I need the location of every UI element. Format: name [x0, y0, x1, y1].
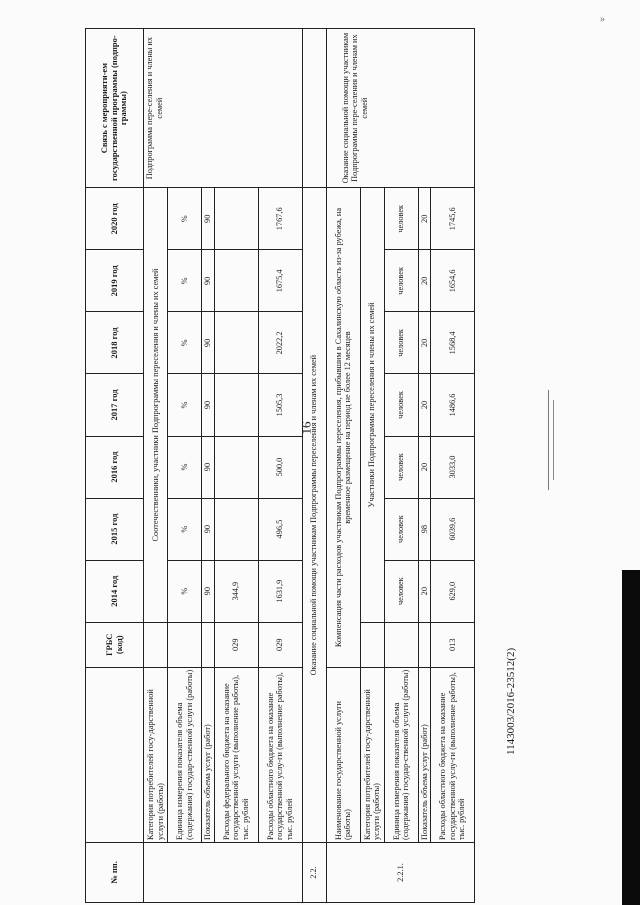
header-2018: 2018 год: [86, 312, 144, 374]
cell-value: 500,0: [258, 436, 302, 498]
row-label: Единица измерения показателя объема (содержания) государ-ственной услуги (работы): [168, 667, 202, 842]
cell-empty: [418, 622, 431, 667]
header-2019: 2019 год: [86, 250, 144, 312]
cell-empty: [168, 622, 202, 667]
cell-grbs: 029: [214, 622, 258, 667]
cell-value: 1486,6: [431, 374, 475, 436]
cell-value: человек: [384, 374, 418, 436]
scan-edge-shadow: [622, 570, 640, 905]
header-2015: 2015 год: [86, 498, 144, 560]
cell-value: человек: [384, 498, 418, 560]
cell-value: 1675,4: [258, 250, 302, 312]
cell-value: %: [168, 436, 202, 498]
row-section-2-2: [302, 29, 326, 903]
cell-grbs: 013: [431, 622, 475, 667]
cell-value: 6039,6: [431, 498, 475, 560]
cell-value: 20: [418, 374, 431, 436]
cell-value: [214, 498, 258, 560]
cell-value: %: [168, 560, 202, 622]
header-num: № пп.: [86, 842, 144, 902]
service-name-span: Компенсация части расходов участникам Подпрограммы переселения, прибывшим в Сахалинскую область из-за рубежа, на временное размещение на период не более 12 месяцев: [326, 188, 360, 667]
cell-value: 1767,6: [258, 188, 302, 250]
cell-value: 1654,6: [431, 250, 475, 312]
header-grbs: ГРБС (код): [86, 622, 144, 667]
row-label: Показатель объема услуг (работ): [202, 667, 215, 842]
cell-value: 98: [418, 498, 431, 560]
cell-value: 3033,0: [431, 436, 475, 498]
section-title: Оказание социальной помощи участникам Подпрограммы переселения и членам их семей: [302, 188, 326, 843]
cell-value: [214, 374, 258, 436]
cell-value: 90: [202, 250, 215, 312]
cell-empty: [144, 622, 168, 667]
cell-value: 90: [202, 560, 215, 622]
header-2016: 2016 год: [86, 436, 144, 498]
cell-value: 90: [202, 312, 215, 374]
cell-value: %: [168, 188, 202, 250]
cell-value: 2022,2: [258, 312, 302, 374]
document-code: 1143003/2016-23512(2): [505, 647, 517, 755]
cell-value: 20: [418, 250, 431, 312]
link-cell: Подпрограмма пере-селения и члены их семей: [144, 29, 303, 188]
cell-empty: [302, 29, 326, 188]
category-span: Соотечественники, участники Подпрограммы переселения и члены их семей: [144, 188, 168, 622]
cell-grbs: 029: [258, 622, 302, 667]
cell-value: [214, 250, 258, 312]
cell-value: %: [168, 498, 202, 560]
cell-value: 20: [418, 312, 431, 374]
cell-value: [214, 188, 258, 250]
cell-value: [214, 312, 258, 374]
cell-value: 1505,3: [258, 374, 302, 436]
cell-value: 1745,6: [431, 188, 475, 250]
cell-empty: [144, 842, 303, 902]
cell-value: человек: [384, 436, 418, 498]
header-2014: 2014 год: [86, 560, 144, 622]
cell-value: %: [168, 312, 202, 374]
row-label: Показатель объема услуг (работ): [418, 667, 431, 842]
cell-empty: [384, 622, 418, 667]
page-number: 16: [298, 421, 314, 435]
cell-value: %: [168, 250, 202, 312]
cell-value: человек: [384, 188, 418, 250]
cell-value: 20: [418, 436, 431, 498]
cell-value: 20: [418, 560, 431, 622]
cell-value: 1568,4: [431, 312, 475, 374]
program-table: [85, 28, 475, 903]
header-2020: 2020 год: [86, 188, 144, 250]
header-link: Связь с мероприяти-ем государственной программы (подпро-граммы): [86, 29, 144, 188]
cell-value: 90: [202, 498, 215, 560]
cell-empty: [360, 622, 384, 667]
section-number: 2.2.: [302, 842, 326, 902]
cell-value: 90: [202, 188, 215, 250]
cell-value: 629,0: [431, 560, 475, 622]
link-cell: Оказание социальной помощи участникам Подпрограммы пере-селения и членам их семей: [326, 29, 475, 188]
cell-value: человек: [384, 312, 418, 374]
cell-value: человек: [384, 250, 418, 312]
header-2017: 2017 год: [86, 374, 144, 436]
row-label: Категория потребителей госу-дарственной услуги (работы): [144, 667, 168, 842]
corner-mark: »: [600, 14, 605, 25]
cell-value: 20: [418, 188, 431, 250]
cell-value: [214, 436, 258, 498]
cell-value: 344,9: [214, 560, 258, 622]
cell-value: %: [168, 374, 202, 436]
row-label: Категория потребителей госу-дарственной услуги (работы): [360, 667, 384, 842]
category-span: Участники Подпрограммы переселения и члены их семей: [360, 188, 384, 622]
cell-value: 90: [202, 436, 215, 498]
row-label: Единица измерения показателя объема (содержания) государ-ственной услуги (работы): [384, 667, 418, 842]
cell-value: человек: [384, 560, 418, 622]
cell-value: 90: [202, 374, 215, 436]
item-number: 2.2.1.: [326, 842, 475, 902]
header-row: [86, 29, 144, 903]
rotated-table-container: [85, 28, 585, 903]
row-service-name: [326, 29, 360, 903]
row-label: Наименование государственной услуги (работы): [326, 667, 360, 842]
row-label: Расходы федерального бюджета на оказание государственной услуги (выполнение работы), тыс. рублей: [214, 667, 258, 842]
cell-value: 496,5: [258, 498, 302, 560]
cell-value: 1631,9: [258, 560, 302, 622]
cell-empty: [202, 622, 215, 667]
row-label: Расходы областного бюджета на оказание государственной услу-ги (выполнение работы), тыс. рублей: [431, 667, 475, 842]
row-label: Расходы областного бюджета на оказание государственной услу-ги (выполнение работы), тыс. рублей: [258, 667, 302, 842]
row-category: [144, 29, 168, 903]
header-name: [86, 667, 144, 842]
